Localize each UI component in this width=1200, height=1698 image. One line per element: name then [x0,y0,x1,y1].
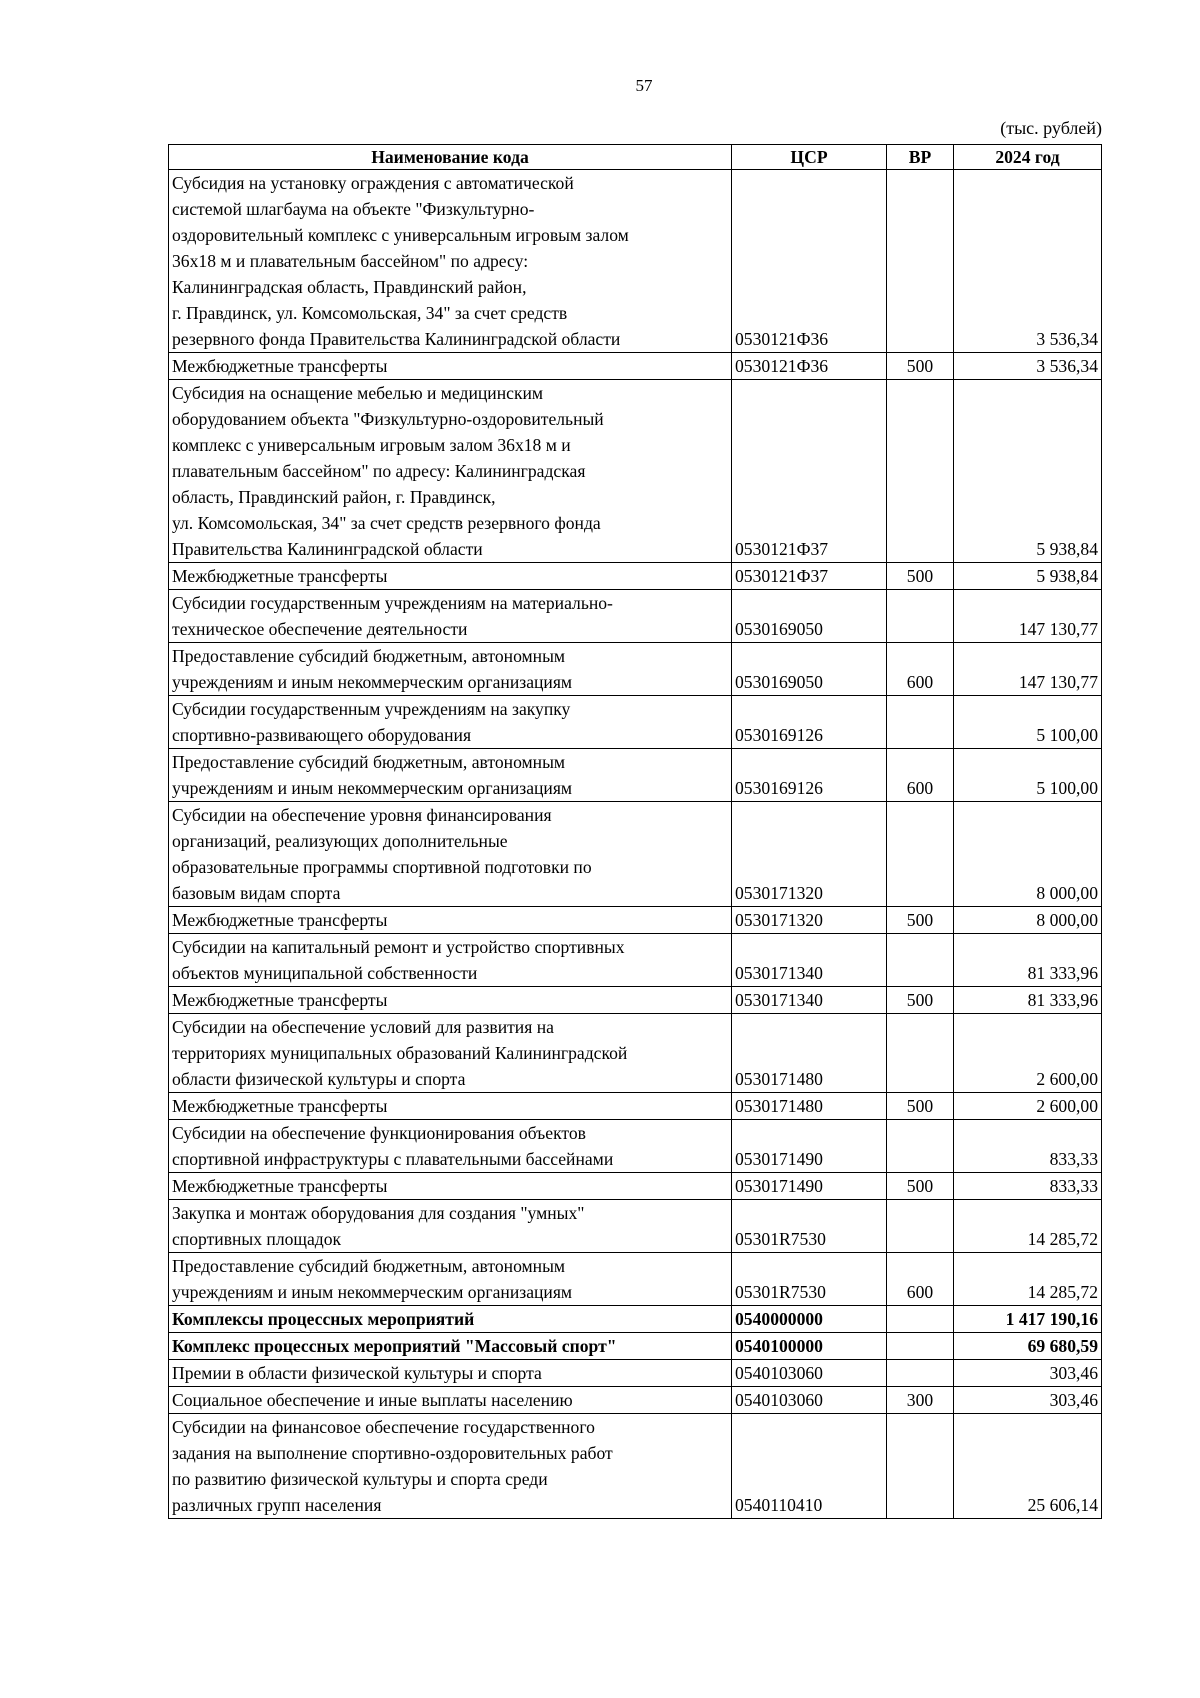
cell-name: Межбюджетные трансферты [169,353,732,380]
table-row [169,987,1102,1014]
cell-csr: 0530121Ф36 [732,353,887,380]
cell-name: Межбюджетные трансферты [169,563,732,590]
table-row [169,170,1102,353]
cell-sum: 3 536,34 [954,170,1102,353]
cell-name: Предоставление субсидий бюджетным, автономным учреждениям и иным некоммерческим организациям [169,643,732,696]
cell-csr: 0530169126 [732,749,887,802]
cell-csr: 0530171340 [732,934,887,987]
cell-csr: 0530169050 [732,643,887,696]
cell-name: Субсидии государственным учреждениям на материально- техническое обеспечение деятельности [169,590,732,643]
cell-sum: 69 680,59 [954,1333,1102,1360]
table-row [169,1200,1102,1253]
table-row [169,563,1102,590]
cell-name: Субсидии на финансовое обеспечение государственного задания на выполнение спортивно-оздоровительных работ по развитию физической культуры и спорта среди различных групп населения [169,1414,732,1519]
cell-sum: 8 000,00 [954,907,1102,934]
cell-sum: 1 417 190,16 [954,1306,1102,1333]
cell-name: Субсидии государственным учреждениям на закупку спортивно-развивающего оборудования [169,696,732,749]
cell-csr: 0530171320 [732,802,887,907]
cell-name: Социальное обеспечение и иные выплаты населению [169,1387,732,1414]
cell-sum: 5 100,00 [954,749,1102,802]
table-row [169,1093,1102,1120]
cell-sum: 81 333,96 [954,934,1102,987]
cell-name: Комплекс процессных мероприятий "Массовый спорт" [169,1333,732,1360]
cell-name: Субсидии на обеспечение функционирования объектов спортивной инфраструктуры с плавательными бассейнами [169,1120,732,1173]
cell-vr: 300 [887,1387,954,1414]
cell-name: Межбюджетные трансферты [169,987,732,1014]
table-row [169,643,1102,696]
table-row [169,749,1102,802]
cell-sum: 14 285,72 [954,1253,1102,1306]
cell-csr: 0530171340 [732,987,887,1014]
cell-sum: 303,46 [954,1360,1102,1387]
cell-name: Субсидия на оснащение мебелью и медицинским оборудованием объекта "Физкультурно-оздоровительный комплекс с универсальным игровым залом 36х18 м и плавательным бассейном" по адресу: Калининградская область, Правдинский район, г. Правдинск, ул. Комсомольская, 34" за счет средств резервного фонда Правительства Калининградской области [169,380,732,563]
table-body [169,170,1102,1519]
cell-vr [887,380,954,563]
cell-name: Межбюджетные трансферты [169,1093,732,1120]
cell-name: Межбюджетные трансферты [169,907,732,934]
table-header-row [169,145,1102,170]
cell-vr [887,1120,954,1173]
cell-sum: 81 333,96 [954,987,1102,1014]
table-row [169,1360,1102,1387]
cell-sum: 147 130,77 [954,590,1102,643]
cell-csr: 0540103060 [732,1387,887,1414]
cell-name: Субсидии на капитальный ремонт и устройство спортивных объектов муниципальной собственности [169,934,732,987]
cell-vr: 500 [887,1093,954,1120]
cell-vr [887,1360,954,1387]
table-row [169,1387,1102,1414]
cell-sum: 833,33 [954,1173,1102,1200]
cell-sum: 147 130,77 [954,643,1102,696]
cell-sum: 5 100,00 [954,696,1102,749]
cell-name: Комплексы процессных мероприятий [169,1306,732,1333]
cell-csr: 0530171490 [732,1120,887,1173]
cell-csr: 0540110410 [732,1414,887,1519]
cell-vr: 500 [887,1173,954,1200]
cell-csr: 0530121Ф37 [732,563,887,590]
cell-csr: 05301R7530 [732,1253,887,1306]
table-row [169,934,1102,987]
cell-csr: 0540103060 [732,1360,887,1387]
table-row [169,380,1102,563]
cell-csr: 0530169126 [732,696,887,749]
cell-vr: 500 [887,987,954,1014]
cell-csr: 0540000000 [732,1306,887,1333]
page-number: 57 [635,76,653,95]
cell-vr [887,1014,954,1093]
header-year: 2024 год [954,145,1102,170]
cell-sum: 2 600,00 [954,1014,1102,1093]
table-row [169,696,1102,749]
cell-csr: 0530171490 [732,1173,887,1200]
table-row [169,802,1102,907]
cell-sum: 14 285,72 [954,1200,1102,1253]
cell-sum: 25 606,14 [954,1414,1102,1519]
cell-vr: 600 [887,643,954,696]
cell-csr: 0530121Ф36 [732,170,887,353]
table-row [169,353,1102,380]
cell-csr: 05301R7530 [732,1200,887,1253]
table-row [169,907,1102,934]
cell-csr: 0530171480 [732,1014,887,1093]
table-row [169,1333,1102,1360]
table-row [169,1014,1102,1093]
header-csr: ЦСР [732,145,887,170]
cell-csr: 0530171480 [732,1093,887,1120]
cell-csr: 0530169050 [732,590,887,643]
cell-name: Предоставление субсидий бюджетным, автономным учреждениям и иным некоммерческим организациям [169,749,732,802]
budget-table [168,144,1102,1519]
table-row [169,1253,1102,1306]
cell-sum: 303,46 [954,1387,1102,1414]
cell-csr: 0530171320 [732,907,887,934]
cell-name: Субсидия на установку ограждения с автоматической системой шлагбаума на объекте "Физкультурно- оздоровительный комплекс с универсальным игровым залом 36х18 м и плавательным бассейном" по адресу: Калининградская область, Правдинский район, г. Правдинск, ул. Комсомольская, 34" за счет средств резервного фонда Правительства Калининградской области [169,170,732,353]
cell-vr [887,1200,954,1253]
cell-name: Закупка и монтаж оборудования для создания "умных" спортивных площадок [169,1200,732,1253]
cell-vr [887,590,954,643]
table-row [169,590,1102,643]
cell-csr: 0540100000 [732,1333,887,1360]
cell-name: Премии в области физической культуры и спорта [169,1360,732,1387]
table-row [169,1173,1102,1200]
cell-vr [887,1414,954,1519]
cell-name: Субсидии на обеспечение уровня финансирования организаций, реализующих дополнительные образовательные программы спортивной подготовки по базовым видам спорта [169,802,732,907]
units-label: (тыс. рублей) [1000,118,1102,138]
cell-vr: 500 [887,563,954,590]
cell-vr: 600 [887,1253,954,1306]
cell-vr [887,934,954,987]
cell-name: Межбюджетные трансферты [169,1173,732,1200]
cell-vr [887,170,954,353]
cell-sum: 833,33 [954,1120,1102,1173]
cell-vr [887,696,954,749]
cell-vr [887,802,954,907]
table-row [169,1306,1102,1333]
cell-sum: 5 938,84 [954,563,1102,590]
cell-vr [887,1333,954,1360]
cell-name: Субсидии на обеспечение условий для развития на территориях муниципальных образований Калининградской области физической культуры и спорта [169,1014,732,1093]
cell-sum: 5 938,84 [954,380,1102,563]
cell-vr: 600 [887,749,954,802]
cell-vr: 500 [887,353,954,380]
cell-sum: 8 000,00 [954,802,1102,907]
header-name: Наименование кода [169,145,732,170]
cell-sum: 2 600,00 [954,1093,1102,1120]
header-vr: ВР [887,145,954,170]
cell-name: Предоставление субсидий бюджетным, автономным учреждениям и иным некоммерческим организациям [169,1253,732,1306]
cell-csr: 0530121Ф37 [732,380,887,563]
table-row [169,1120,1102,1173]
table-row [169,1414,1102,1519]
cell-vr [887,1306,954,1333]
cell-vr: 500 [887,907,954,934]
cell-sum: 3 536,34 [954,353,1102,380]
